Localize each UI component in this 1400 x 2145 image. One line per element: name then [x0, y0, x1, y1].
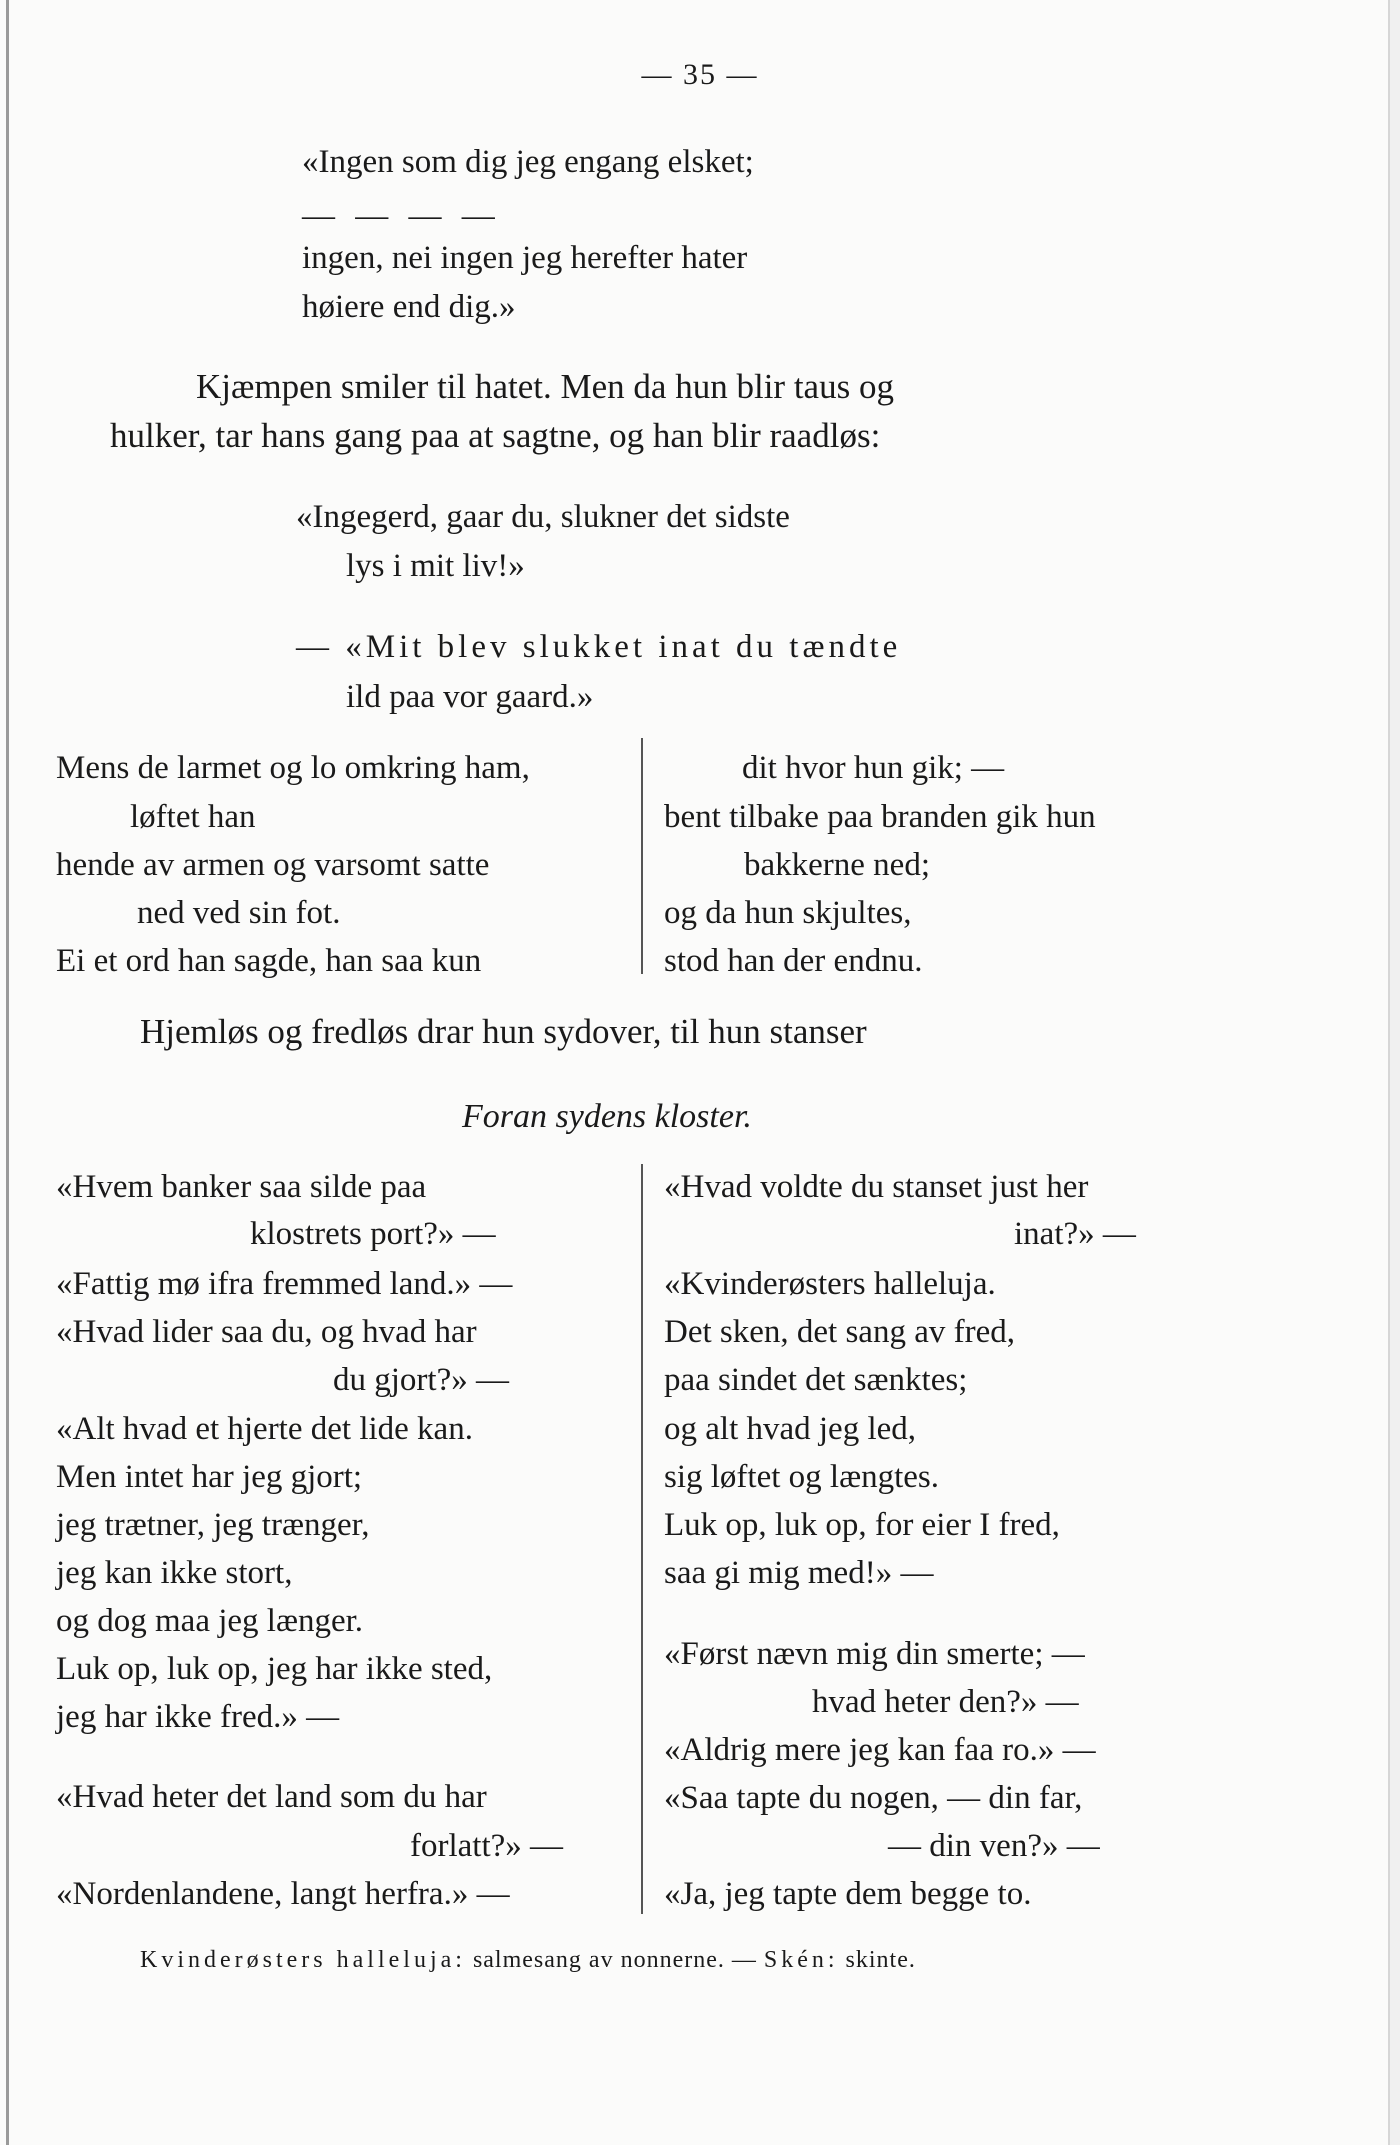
stanza2-line-2: lys i mit liv!»: [346, 548, 525, 584]
right-col1-line-2: bent tilbake paa branden gik hun: [664, 799, 1096, 835]
prose-line-1: Kjæmpen smiler til hatet. Men da hun blir taus og: [196, 367, 894, 406]
stanza3-line-2: ild paa vor gaard.»: [346, 679, 594, 715]
top-stanza-line-3: ingen, nei ingen jeg herefter hater: [302, 240, 748, 276]
footnote-def-2: skinte.: [845, 1947, 916, 1973]
right-col2-line-12: «Aldrig mere jeg kan faa ro.» —: [664, 1732, 1096, 1768]
top-stanza-line-4: høiere end dig.»: [302, 289, 516, 325]
prose-line-3: Hjemløs og fredløs drar hun sydover, til hun stanser: [140, 1012, 867, 1051]
left-col2-line-11: Luk op, luk op, jeg har ikke sted,: [56, 1651, 493, 1687]
left-col2-line-3: «Fattig mø ifra fremmed land.» —: [56, 1266, 513, 1302]
right-col2-line-2: inat?» —: [1014, 1216, 1136, 1252]
footnote-term-2: Skén:: [763, 1947, 839, 1973]
left-col1-line-3: hende av armen og varsomt satte: [56, 847, 490, 883]
right-col2-line-14: — din ven?» —: [888, 1828, 1100, 1864]
right-col2-line-1: «Hvad voldte du stanset just her: [664, 1169, 1089, 1205]
left-col2-line-8: jeg trætner, jeg trænger,: [56, 1507, 370, 1543]
right-col1-line-4: og da hun skjultes,: [664, 895, 912, 931]
page-number: — 35 —: [641, 58, 759, 91]
right-col1-line-3: bakkerne ned;: [744, 847, 930, 883]
top-stanza-line-1: «Ingen som dig jeg engang elsket;: [302, 144, 754, 180]
right-col2-line-9: saa gi mig med!» —: [664, 1555, 934, 1591]
left-col2-line-10: og dog maa jeg længer.: [56, 1603, 364, 1639]
left-col2-line-13: «Hvad heter det land som du har: [56, 1779, 487, 1815]
left-col2-line-2: klostrets port?» —: [250, 1216, 496, 1252]
right-col2-line-7: sig løftet og længtes.: [664, 1459, 939, 1495]
right-col2-line-5: paa sindet det sænktes;: [664, 1362, 968, 1398]
page-edge-right: [1388, 0, 1400, 2145]
stanza3-line-1: — «Mit blev slukket inat du tændte: [296, 629, 902, 665]
left-col2-line-15: «Nordenlandene, langt herfra.» —: [56, 1876, 510, 1912]
right-col2-line-8: Luk op, luk op, for eier I fred,: [664, 1507, 1060, 1543]
top-stanza-dashes: — — — —: [302, 198, 501, 234]
right-col2-line-11: hvad heter den?» —: [812, 1684, 1079, 1720]
left-col2-line-7: Men intet har jeg gjort;: [56, 1459, 363, 1495]
right-col1-line-5: stod han der endnu.: [664, 943, 923, 979]
prose-line-2: hulker, tar hans gang paa at sagtne, og han blir raadløs:: [110, 416, 881, 455]
left-col2-line-1: «Hvem banker saa silde paa: [56, 1169, 427, 1205]
right-col2-line-15: «Ja, jeg tapte dem begge to.: [664, 1876, 1032, 1912]
left-col1-line-4: ned ved sin fot.: [137, 895, 341, 931]
column-divider-2: [641, 1164, 643, 1914]
left-col2-line-14: forlatt?» —: [410, 1828, 564, 1864]
right-col2-line-3: «Kvinderøsters halleluja.: [664, 1266, 996, 1302]
footnote: [140, 1940, 916, 1980]
scene-title: Foran sydens kloster.: [462, 1098, 752, 1135]
footnote-def-1: salmesang av nonnerne. —: [472, 1947, 757, 1973]
right-col2-line-13: «Saa tapte du nogen, — din far,: [664, 1780, 1083, 1816]
left-col2-line-6: «Alt hvad et hjerte det lide kan.: [56, 1411, 473, 1447]
footnote-term-1: Kvinderøsters halleluja:: [140, 1947, 466, 1973]
left-col2-line-5: du gjort?» —: [333, 1362, 509, 1398]
page-edge-left: [6, 0, 9, 2145]
left-col2-line-4: «Hvad lider saa du, og hvad har: [56, 1314, 477, 1350]
column-divider-1: [641, 738, 643, 974]
right-col2-line-6: og alt hvad jeg led,: [664, 1411, 917, 1447]
right-col1-line-1: dit hvor hun gik; —: [742, 750, 1005, 786]
stanza2-line-1: «Ingegerd, gaar du, slukner det sidste: [296, 499, 790, 535]
right-col2-line-10: «Først nævn mig din smerte; —: [664, 1636, 1085, 1672]
left-col2-line-12: jeg har ikke fred.» —: [56, 1699, 340, 1735]
left-col1-line-1: Mens de larmet og lo omkring ham,: [56, 750, 530, 786]
left-col1-line-2: løftet han: [130, 799, 256, 835]
left-col2-line-9: jeg kan ikke stort,: [56, 1555, 293, 1591]
right-col2-line-4: Det sken, det sang av fred,: [664, 1314, 1015, 1350]
left-col1-line-5: Ei et ord han sagde, han saa kun: [56, 943, 482, 979]
